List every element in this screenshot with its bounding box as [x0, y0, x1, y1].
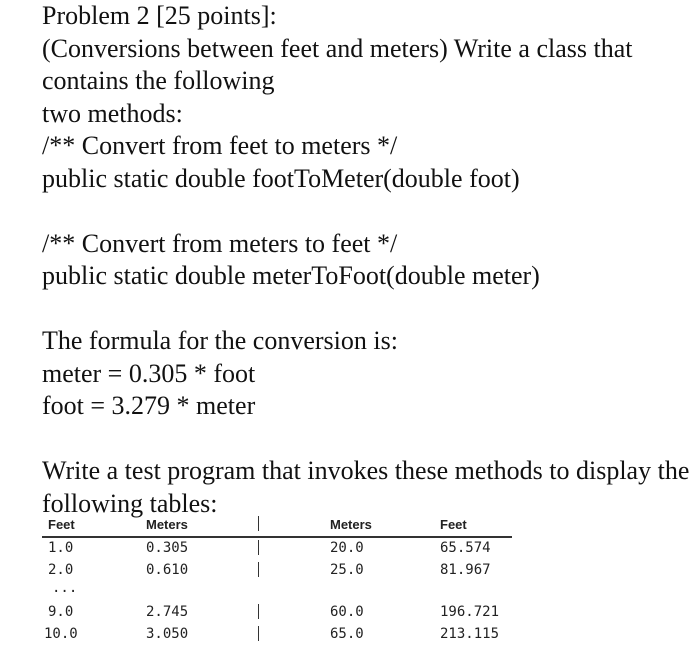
header-feet: Feet — [48, 517, 75, 532]
column-separator — [258, 604, 259, 619]
cell-feet-2: 196.721 — [440, 604, 500, 620]
ellipsis: ... — [52, 580, 78, 596]
column-separator — [258, 626, 259, 641]
conversion-table — [42, 514, 512, 646]
cell-meters-2: 20.0 — [330, 540, 364, 556]
cell-meters-2: 25.0 — [330, 562, 364, 578]
problem-heading: Problem 2 [25 points]: — [42, 1, 277, 30]
comment-feet-to-meters: /** Convert from feet to meters */ — [42, 131, 398, 160]
cell-feet: 2.0 — [48, 562, 74, 578]
table-row — [42, 538, 512, 560]
cell-feet: 1.0 — [48, 540, 74, 556]
ellipsis-row — [42, 582, 512, 602]
cell-meters: 3.050 — [146, 626, 189, 642]
cell-meters-2: 65.0 — [330, 626, 364, 642]
column-separator — [258, 516, 259, 531]
blank-line — [42, 423, 700, 456]
table-row — [42, 602, 512, 624]
column-separator — [258, 540, 259, 555]
cell-meters: 2.745 — [146, 604, 189, 620]
test-line-1: Write a test program that invokes these methods to display the — [42, 456, 690, 485]
method-foot-to-meter: public static double footToMeter(double foot) — [42, 163, 520, 193]
intro-line-1: (Conversions between feet and meters) Write a class that — [42, 33, 633, 63]
column-separator — [258, 562, 259, 577]
cell-feet: 10.0 — [44, 626, 78, 642]
cell-feet-2: 81.967 — [440, 562, 491, 578]
comment-meters-to-feet: /** Convert from meters to feet */ — [42, 228, 398, 258]
formula-intro: The formula for the conversion is: — [42, 326, 398, 355]
header-feet-2: Feet — [440, 517, 467, 532]
formula-meter: meter = 0.305 * foot — [42, 358, 256, 388]
blank-line — [42, 293, 700, 326]
header-meters-2: Meters — [330, 517, 372, 532]
header-meters: Meters — [146, 517, 188, 532]
cell-feet: 9.0 — [48, 604, 74, 620]
cell-meters: 0.610 — [146, 562, 189, 578]
table-row — [42, 560, 512, 582]
table-row — [42, 624, 512, 646]
intro-line-3: two methods: — [42, 98, 183, 128]
table-header — [42, 514, 512, 538]
intro-line-2: contains the following — [42, 66, 275, 95]
cell-meters-2: 60.0 — [330, 604, 364, 620]
problem-text — [42, 0, 700, 520]
cell-feet-2: 65.574 — [440, 540, 491, 556]
cell-meters: 0.305 — [146, 540, 189, 556]
formula-foot: foot = 3.279 * meter — [42, 391, 256, 420]
test-line-2: following tables: — [42, 488, 218, 518]
blank-line — [42, 195, 700, 228]
method-meter-to-foot: public static double meterToFoot(double meter) — [42, 261, 540, 290]
cell-feet-2: 213.115 — [440, 626, 500, 642]
